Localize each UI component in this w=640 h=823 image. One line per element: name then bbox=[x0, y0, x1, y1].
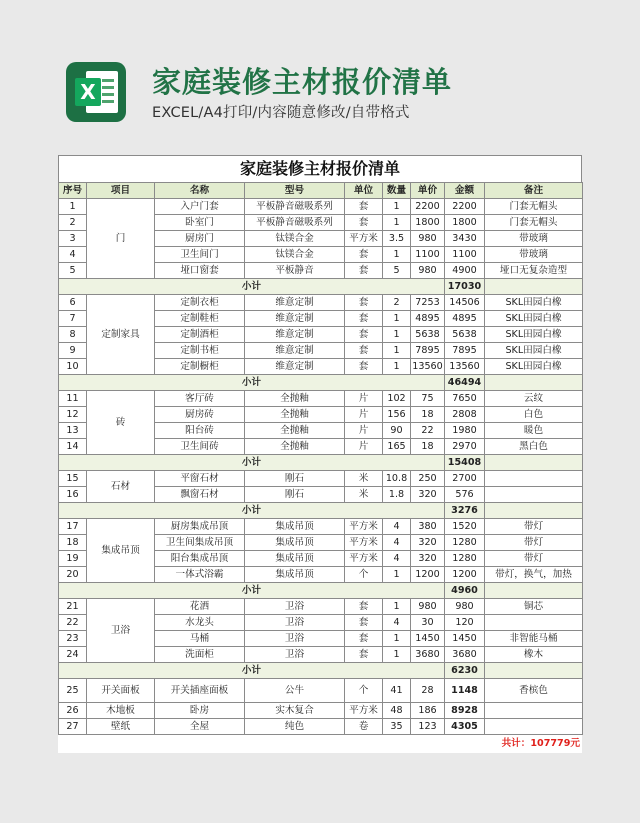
page-title: 家庭装修主材报价清单 bbox=[152, 65, 453, 99]
cell[interactable]: 平方米 bbox=[345, 703, 383, 719]
cell[interactable]: 实木复合 bbox=[245, 703, 345, 719]
cell[interactable]: 2970 bbox=[445, 439, 485, 455]
grand-total: 共计：107779元 bbox=[501, 738, 580, 749]
cell[interactable]: 维意定制 bbox=[245, 295, 345, 311]
cell[interactable]: 23 bbox=[59, 631, 87, 647]
cell[interactable]: 维意定制 bbox=[245, 359, 345, 375]
cell[interactable]: 卫浴 bbox=[245, 615, 345, 631]
cell[interactable]: 2808 bbox=[445, 407, 485, 423]
price-table bbox=[58, 182, 583, 735]
cell[interactable]: 平窗石材 bbox=[155, 471, 245, 487]
cell[interactable]: 木地板 bbox=[87, 703, 155, 719]
cell[interactable]: 6 bbox=[59, 295, 87, 311]
cell[interactable]: 水龙头 bbox=[155, 615, 245, 631]
cell[interactable]: SKL田园白橡 bbox=[485, 327, 583, 343]
col-header: 型号 bbox=[245, 183, 345, 199]
cell[interactable]: 厨房门 bbox=[155, 231, 245, 247]
cell[interactable]: 5638 bbox=[411, 327, 445, 343]
cell[interactable]: 22 bbox=[59, 615, 87, 631]
subtotal-row bbox=[59, 503, 583, 519]
cell[interactable] bbox=[485, 615, 583, 631]
cell[interactable]: 平方米 bbox=[345, 535, 383, 551]
cell[interactable]: 4305 bbox=[445, 719, 485, 735]
cell[interactable]: 1 bbox=[383, 311, 411, 327]
cell[interactable]: 21 bbox=[59, 599, 87, 615]
cell[interactable]: 定制橱柜 bbox=[155, 359, 245, 375]
cell[interactable]: 带灯 bbox=[485, 551, 583, 567]
cell[interactable]: 13 bbox=[59, 423, 87, 439]
subtotal-row bbox=[59, 583, 583, 599]
cell[interactable]: 41 bbox=[383, 679, 411, 703]
cell[interactable]: 带玻璃 bbox=[485, 231, 583, 247]
cell[interactable]: 1 bbox=[383, 599, 411, 615]
table-row bbox=[59, 471, 583, 487]
cell[interactable]: 定制酒柜 bbox=[155, 327, 245, 343]
cell[interactable]: 186 bbox=[411, 703, 445, 719]
cell[interactable]: 1800 bbox=[445, 215, 485, 231]
cell[interactable]: 集成吊顶 bbox=[245, 567, 345, 583]
cell[interactable]: 开关面板 bbox=[87, 679, 155, 703]
cell[interactable]: 4900 bbox=[445, 263, 485, 279]
cell[interactable]: 16 bbox=[59, 487, 87, 503]
cell[interactable]: 套 bbox=[345, 263, 383, 279]
subtotal-label: 小计 bbox=[59, 279, 445, 295]
cell[interactable]: 定制书柜 bbox=[155, 343, 245, 359]
table-row bbox=[59, 703, 583, 719]
cell[interactable]: 8 bbox=[59, 327, 87, 343]
col-header: 序号 bbox=[59, 183, 87, 199]
cell[interactable]: 1.8 bbox=[383, 487, 411, 503]
subtotal-value[interactable]: 15408 bbox=[445, 455, 485, 471]
cell[interactable]: 980 bbox=[411, 263, 445, 279]
cell[interactable]: 4 bbox=[383, 615, 411, 631]
cell[interactable]: 75 bbox=[411, 391, 445, 407]
cell[interactable]: 123 bbox=[411, 719, 445, 735]
subtotal-value[interactable]: 3276 bbox=[445, 503, 485, 519]
cell[interactable]: 48 bbox=[383, 703, 411, 719]
cell[interactable] bbox=[485, 487, 583, 503]
cell[interactable] bbox=[485, 279, 583, 295]
cell[interactable]: 套 bbox=[345, 615, 383, 631]
group-cell[interactable]: 门 bbox=[87, 199, 155, 279]
table-row bbox=[59, 519, 583, 535]
table-row bbox=[59, 391, 583, 407]
excel-logo-icon bbox=[66, 62, 126, 122]
table-row bbox=[59, 599, 583, 615]
cell[interactable]: 14 bbox=[59, 439, 87, 455]
cell[interactable]: 套 bbox=[345, 247, 383, 263]
subtotal-value[interactable]: 6230 bbox=[445, 663, 485, 679]
subtotal-label: 小计 bbox=[59, 503, 445, 519]
cell[interactable]: 27 bbox=[59, 719, 87, 735]
col-header: 名称 bbox=[155, 183, 245, 199]
cell[interactable]: 米 bbox=[345, 471, 383, 487]
subtotal-row bbox=[59, 663, 583, 679]
cell[interactable]: 5 bbox=[59, 263, 87, 279]
cell[interactable]: 钛镁合金 bbox=[245, 231, 345, 247]
cell[interactable]: 门套无帽头 bbox=[485, 215, 583, 231]
cell[interactable]: 开关插座面板 bbox=[155, 679, 245, 703]
cell[interactable]: 卫浴 bbox=[245, 647, 345, 663]
cell[interactable]: 250 bbox=[411, 471, 445, 487]
cell[interactable]: 套 bbox=[345, 359, 383, 375]
cell[interactable]: 380 bbox=[411, 519, 445, 535]
cell[interactable]: 刚石 bbox=[245, 487, 345, 503]
cell[interactable]: 卫生间门 bbox=[155, 247, 245, 263]
cell[interactable]: 2 bbox=[383, 295, 411, 311]
cell[interactable]: 个 bbox=[345, 567, 383, 583]
cell[interactable]: 18 bbox=[411, 407, 445, 423]
cell[interactable]: 120 bbox=[445, 615, 485, 631]
group-cell[interactable]: 砖 bbox=[87, 391, 155, 455]
cell[interactable] bbox=[485, 703, 583, 719]
subtotal-label: 小计 bbox=[59, 375, 445, 391]
cell[interactable]: 全屋 bbox=[155, 719, 245, 735]
cell[interactable]: 1200 bbox=[445, 567, 485, 583]
page-subtitle: EXCEL/A4打印/内容随意修改/自带格式 bbox=[152, 105, 410, 121]
cell[interactable]: 个 bbox=[345, 679, 383, 703]
cell[interactable]: 刚石 bbox=[245, 471, 345, 487]
cell[interactable]: 5 bbox=[383, 263, 411, 279]
cell[interactable]: 3430 bbox=[445, 231, 485, 247]
cell[interactable]: 2700 bbox=[445, 471, 485, 487]
cell[interactable]: 垭口无复杂造型 bbox=[485, 263, 583, 279]
subtotal-value[interactable]: 46494 bbox=[445, 375, 485, 391]
cell[interactable]: 3.5 bbox=[383, 231, 411, 247]
cell[interactable]: 片 bbox=[345, 407, 383, 423]
cell[interactable]: 320 bbox=[411, 487, 445, 503]
col-header: 项目 bbox=[87, 183, 155, 199]
cell[interactable]: 8928 bbox=[445, 703, 485, 719]
cell[interactable]: 3680 bbox=[445, 647, 485, 663]
cell[interactable]: 3680 bbox=[411, 647, 445, 663]
cell[interactable]: 厨房集成吊顶 bbox=[155, 519, 245, 535]
cell[interactable]: 1450 bbox=[445, 631, 485, 647]
cell[interactable]: 片 bbox=[345, 439, 383, 455]
cell[interactable]: 2200 bbox=[411, 199, 445, 215]
cell[interactable]: 1280 bbox=[445, 535, 485, 551]
cell[interactable]: 1 bbox=[383, 359, 411, 375]
cell[interactable]: 平方米 bbox=[345, 519, 383, 535]
cell[interactable]: 壁纸 bbox=[87, 719, 155, 735]
cell[interactable]: 纯色 bbox=[245, 719, 345, 735]
cell[interactable]: 香槟色 bbox=[485, 679, 583, 703]
cell[interactable]: 维意定制 bbox=[245, 327, 345, 343]
cell[interactable]: 25 bbox=[59, 679, 87, 703]
cell[interactable]: 花洒 bbox=[155, 599, 245, 615]
header-row bbox=[59, 183, 583, 199]
subtotal-label: 小计 bbox=[59, 663, 445, 679]
col-header: 单位 bbox=[345, 183, 383, 199]
cell[interactable]: 320 bbox=[411, 535, 445, 551]
cell[interactable]: 980 bbox=[411, 599, 445, 615]
cell[interactable]: 套 bbox=[345, 343, 383, 359]
cell[interactable]: 1450 bbox=[411, 631, 445, 647]
cell[interactable]: 4 bbox=[383, 519, 411, 535]
cell[interactable]: 1 bbox=[383, 647, 411, 663]
cell[interactable]: 铜芯 bbox=[485, 599, 583, 615]
cell[interactable]: 定制鞋柜 bbox=[155, 311, 245, 327]
cell[interactable]: 全抛釉 bbox=[245, 439, 345, 455]
cell[interactable]: 维意定制 bbox=[245, 311, 345, 327]
cell[interactable]: 集成吊顶 bbox=[245, 519, 345, 535]
group-cell[interactable]: 卫浴 bbox=[87, 599, 155, 663]
cell[interactable]: 带玻璃 bbox=[485, 247, 583, 263]
cell[interactable]: SKL田园白橡 bbox=[485, 311, 583, 327]
cell[interactable]: 14506 bbox=[445, 295, 485, 311]
cell[interactable]: 云纹 bbox=[485, 391, 583, 407]
cell[interactable]: 4895 bbox=[445, 311, 485, 327]
cell[interactable]: 卷 bbox=[345, 719, 383, 735]
cell[interactable]: 卧房 bbox=[155, 703, 245, 719]
cell[interactable]: 米 bbox=[345, 487, 383, 503]
cell[interactable]: 暖色 bbox=[485, 423, 583, 439]
cell[interactable]: 2200 bbox=[445, 199, 485, 215]
cell[interactable]: 165 bbox=[383, 439, 411, 455]
cell[interactable]: 15 bbox=[59, 471, 87, 487]
cell[interactable] bbox=[485, 663, 583, 679]
cell[interactable]: 套 bbox=[345, 199, 383, 215]
cell[interactable]: 7650 bbox=[445, 391, 485, 407]
cell[interactable]: 平方米 bbox=[345, 231, 383, 247]
cell[interactable]: 片 bbox=[345, 391, 383, 407]
cell[interactable]: 576 bbox=[445, 487, 485, 503]
subtotal-row bbox=[59, 375, 583, 391]
cell[interactable]: 定制衣柜 bbox=[155, 295, 245, 311]
cell[interactable]: 1800 bbox=[411, 215, 445, 231]
cell[interactable]: 套 bbox=[345, 215, 383, 231]
cell[interactable] bbox=[485, 455, 583, 471]
subtotal-value[interactable]: 17030 bbox=[445, 279, 485, 295]
col-header: 备注 bbox=[485, 183, 583, 199]
cell[interactable]: 1200 bbox=[411, 567, 445, 583]
col-header: 单价 bbox=[411, 183, 445, 199]
cell[interactable]: 集成吊顶 bbox=[245, 551, 345, 567]
cell[interactable]: 平板静音 bbox=[245, 263, 345, 279]
cell[interactable]: 102 bbox=[383, 391, 411, 407]
cell[interactable]: 飘窗石材 bbox=[155, 487, 245, 503]
cell[interactable]: 90 bbox=[383, 423, 411, 439]
cell[interactable]: 17 bbox=[59, 519, 87, 535]
cell[interactable]: 1100 bbox=[411, 247, 445, 263]
cell[interactable]: 22 bbox=[411, 423, 445, 439]
cell[interactable]: 橡木 bbox=[485, 647, 583, 663]
cell[interactable]: 10.8 bbox=[383, 471, 411, 487]
cell[interactable]: 入户门套 bbox=[155, 199, 245, 215]
cell[interactable]: 156 bbox=[383, 407, 411, 423]
cell[interactable]: 26 bbox=[59, 703, 87, 719]
cell[interactable]: 1100 bbox=[445, 247, 485, 263]
cell[interactable]: 带灯 bbox=[485, 519, 583, 535]
cell[interactable]: 7895 bbox=[411, 343, 445, 359]
cell[interactable]: 10 bbox=[59, 359, 87, 375]
cell[interactable]: 带灯 bbox=[485, 535, 583, 551]
cell[interactable]: SKL田园白橡 bbox=[485, 295, 583, 311]
cell[interactable]: 4895 bbox=[411, 311, 445, 327]
cell[interactable]: 全抛釉 bbox=[245, 391, 345, 407]
cell[interactable]: 1 bbox=[383, 343, 411, 359]
subtotal-row bbox=[59, 455, 583, 471]
cell[interactable]: 24 bbox=[59, 647, 87, 663]
cell[interactable]: 黑白色 bbox=[485, 439, 583, 455]
cell[interactable]: 11 bbox=[59, 391, 87, 407]
cell[interactable]: 1 bbox=[383, 247, 411, 263]
cell[interactable] bbox=[485, 583, 583, 599]
cell[interactable]: 全抛釉 bbox=[245, 423, 345, 439]
table-row bbox=[59, 679, 583, 703]
cell[interactable]: 套 bbox=[345, 295, 383, 311]
cell[interactable]: 集成吊顶 bbox=[245, 535, 345, 551]
cell[interactable]: 28 bbox=[411, 679, 445, 703]
cell[interactable] bbox=[485, 471, 583, 487]
group-cell[interactable]: 定制家具 bbox=[87, 295, 155, 375]
cell[interactable]: 1280 bbox=[445, 551, 485, 567]
cell[interactable]: 客厅砖 bbox=[155, 391, 245, 407]
cell[interactable]: 带灯，换气，加热 bbox=[485, 567, 583, 583]
cell[interactable]: 4 bbox=[59, 247, 87, 263]
cell[interactable]: 阳台砖 bbox=[155, 423, 245, 439]
cell[interactable]: 1 bbox=[383, 199, 411, 215]
cell[interactable]: 1 bbox=[59, 199, 87, 215]
cell[interactable]: 公牛 bbox=[245, 679, 345, 703]
cell[interactable]: 7253 bbox=[411, 295, 445, 311]
subtotal-label: 小计 bbox=[59, 583, 445, 599]
subtotal-label: 小计 bbox=[59, 455, 445, 471]
cell[interactable]: 13560 bbox=[411, 359, 445, 375]
cell[interactable]: 维意定制 bbox=[245, 343, 345, 359]
cell[interactable]: 3 bbox=[59, 231, 87, 247]
cell[interactable] bbox=[485, 503, 583, 519]
cell[interactable]: 卫生间砖 bbox=[155, 439, 245, 455]
spreadsheet bbox=[58, 155, 582, 753]
col-header: 数量 bbox=[383, 183, 411, 199]
subtotal-value[interactable]: 4960 bbox=[445, 583, 485, 599]
cell[interactable]: 9 bbox=[59, 343, 87, 359]
cell[interactable]: 19 bbox=[59, 551, 87, 567]
logo-letter: X bbox=[75, 78, 101, 106]
cell[interactable]: 片 bbox=[345, 423, 383, 439]
cell[interactable]: 卫浴 bbox=[245, 599, 345, 615]
cell[interactable]: 卧室门 bbox=[155, 215, 245, 231]
cell[interactable]: 980 bbox=[411, 231, 445, 247]
cell[interactable]: 7 bbox=[59, 311, 87, 327]
cell[interactable]: 1520 bbox=[445, 519, 485, 535]
table-row bbox=[59, 295, 583, 311]
cell[interactable]: 1 bbox=[383, 327, 411, 343]
cell[interactable]: 钛镁合金 bbox=[245, 247, 345, 263]
cell[interactable]: 7895 bbox=[445, 343, 485, 359]
cell[interactable]: 套 bbox=[345, 599, 383, 615]
cell[interactable]: 30 bbox=[411, 615, 445, 631]
cell[interactable]: 套 bbox=[345, 327, 383, 343]
cell[interactable]: 20 bbox=[59, 567, 87, 583]
cell[interactable] bbox=[485, 375, 583, 391]
table-row bbox=[59, 199, 583, 215]
cell[interactable]: 1 bbox=[383, 567, 411, 583]
cell[interactable]: 18 bbox=[411, 439, 445, 455]
cell[interactable]: 马桶 bbox=[155, 631, 245, 647]
cell[interactable]: 18 bbox=[59, 535, 87, 551]
subtotal-row bbox=[59, 279, 583, 295]
cell[interactable]: 平板静音磁吸系列 bbox=[245, 215, 345, 231]
cell[interactable]: 套 bbox=[345, 647, 383, 663]
cell[interactable]: 白色 bbox=[485, 407, 583, 423]
group-cell[interactable]: 集成吊顶 bbox=[87, 519, 155, 583]
cell[interactable]: 阳台集成吊顶 bbox=[155, 551, 245, 567]
cell[interactable]: 套 bbox=[345, 311, 383, 327]
cell[interactable]: 垭口窗套 bbox=[155, 263, 245, 279]
cell[interactable]: 980 bbox=[445, 599, 485, 615]
cell[interactable]: 1980 bbox=[445, 423, 485, 439]
cell[interactable]: 1 bbox=[383, 215, 411, 231]
group-cell[interactable]: 石材 bbox=[87, 471, 155, 503]
cell[interactable]: 320 bbox=[411, 551, 445, 567]
cell[interactable]: 门套无帽头 bbox=[485, 199, 583, 215]
cell[interactable]: SKL田园白橡 bbox=[485, 359, 583, 375]
cell[interactable]: SKL田园白橡 bbox=[485, 343, 583, 359]
cell[interactable]: 平板静音磁吸系列 bbox=[245, 199, 345, 215]
cell[interactable]: 卫浴 bbox=[245, 631, 345, 647]
cell[interactable]: 5638 bbox=[445, 327, 485, 343]
table-row bbox=[59, 719, 583, 735]
cell[interactable]: 平方米 bbox=[345, 551, 383, 567]
cell[interactable]: 1148 bbox=[445, 679, 485, 703]
cell[interactable]: 12 bbox=[59, 407, 87, 423]
cell[interactable]: 厨房砖 bbox=[155, 407, 245, 423]
cell[interactable]: 非智能马桶 bbox=[485, 631, 583, 647]
cell[interactable]: 全抛釉 bbox=[245, 407, 345, 423]
cell[interactable]: 2 bbox=[59, 215, 87, 231]
cell[interactable] bbox=[485, 719, 583, 735]
sheet-title: 家庭装修主材报价清单 bbox=[58, 155, 582, 182]
cell[interactable]: 13560 bbox=[445, 359, 485, 375]
cell[interactable]: 套 bbox=[345, 631, 383, 647]
cell[interactable]: 4 bbox=[383, 551, 411, 567]
cell[interactable]: 1 bbox=[383, 631, 411, 647]
cell[interactable]: 4 bbox=[383, 535, 411, 551]
cell[interactable]: 洗面柜 bbox=[155, 647, 245, 663]
cell[interactable]: 卫生间集成吊顶 bbox=[155, 535, 245, 551]
cell[interactable]: 一体式浴霸 bbox=[155, 567, 245, 583]
col-header: 金额 bbox=[445, 183, 485, 199]
cell[interactable]: 35 bbox=[383, 719, 411, 735]
